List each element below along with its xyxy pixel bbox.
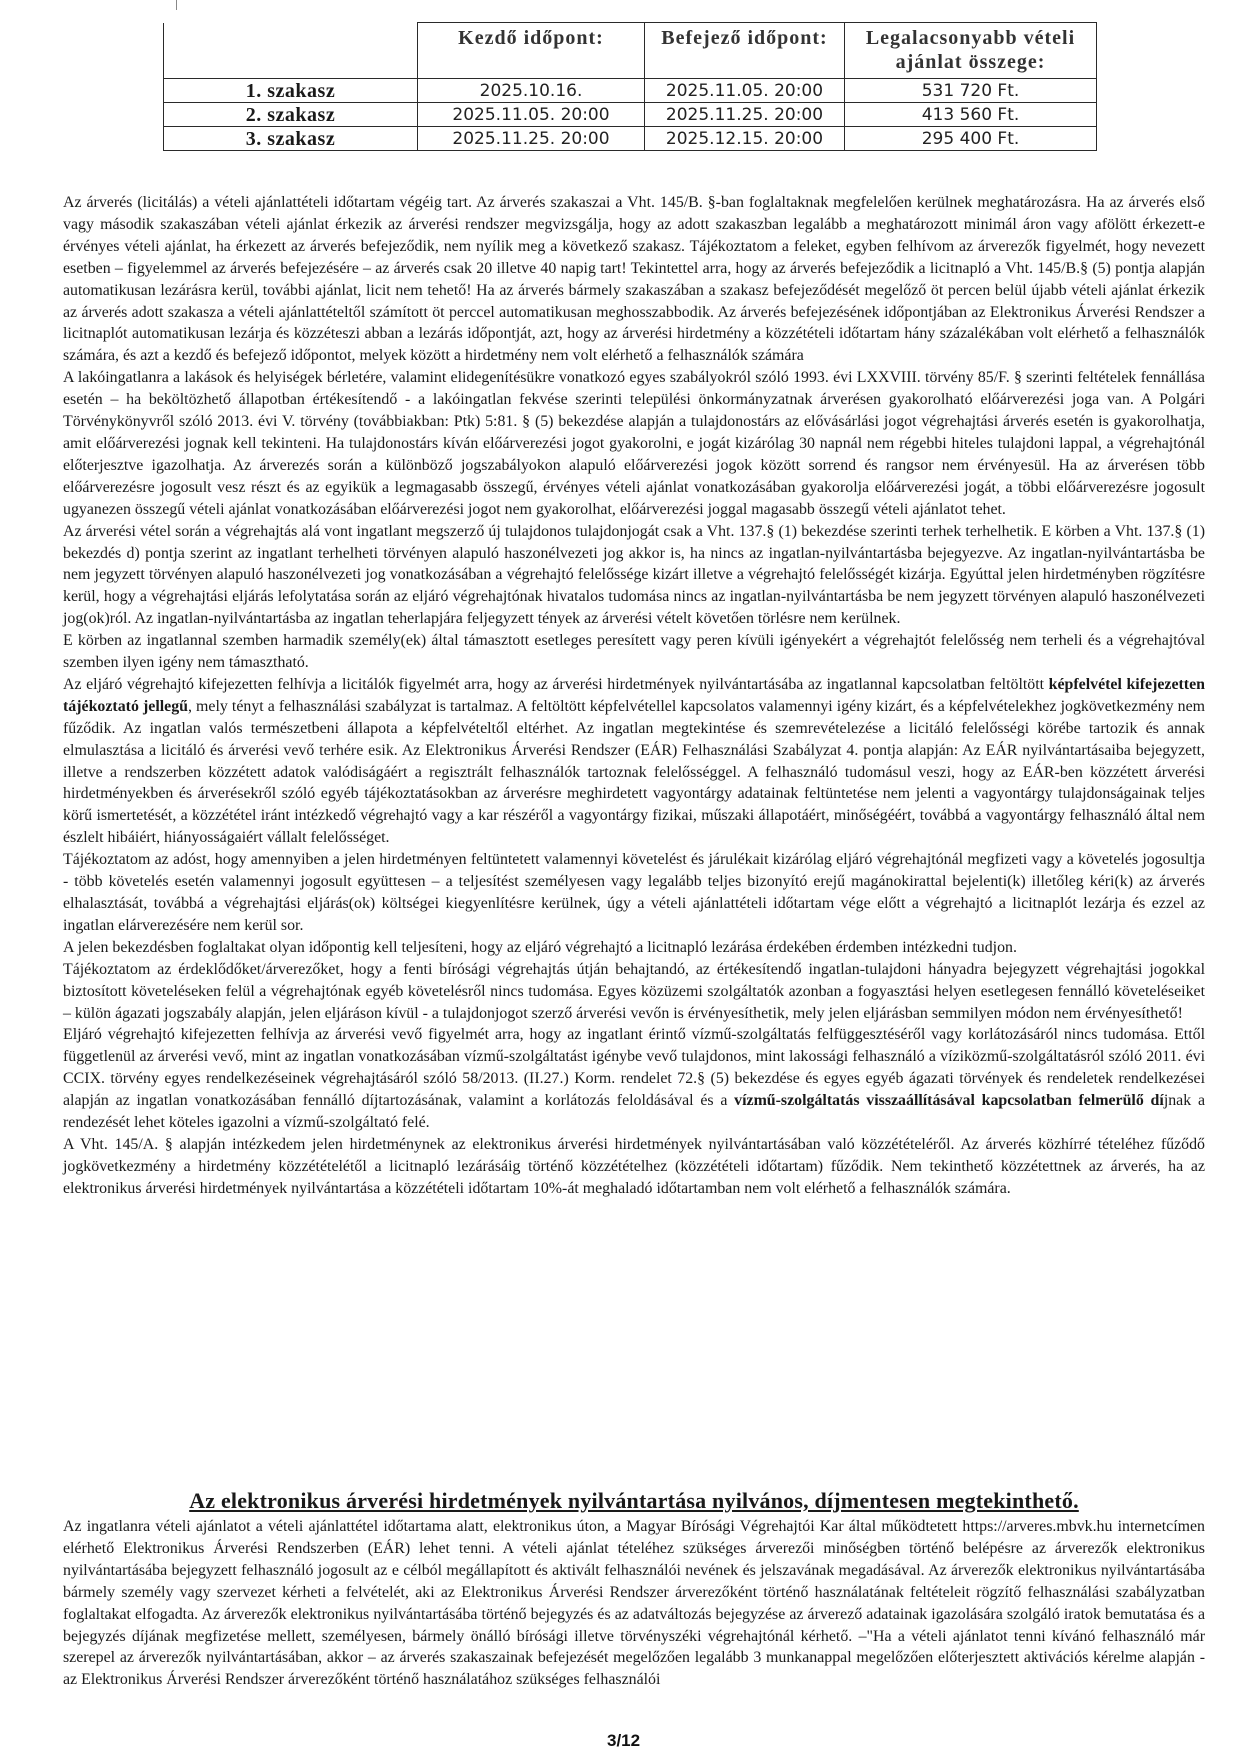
- phase-cell: 1. szakasz: [164, 79, 418, 103]
- paragraph-publication: A Vht. 145/A. § alapján intézkedem jelen hirdetménynek az elektronikus árverési hirdetmények nyilvántartásában való közzétételéről. Az árverés közhírré tételéhez fűződő jogkövetkezmény a hirdetmény közzétételétől a licitnapló lezárásáig történő közzétételhez (közzétételi időtartam) fűződik. Nem tekinthető közzétettnek az árverés, ha az elektronikus árverési hirdetmények nyilvántartása a közzétételi időtartam 10%-át meghaladó időtartamban nem volt elérhető a felhasználók számára.: [63, 1135, 1205, 1197]
- start-cell: 2025.11.05. 20:00: [418, 103, 645, 127]
- page-number: 3/12: [607, 1731, 641, 1750]
- min-bid-cell: 413 560 Ft.: [845, 103, 1097, 127]
- min-bid-cell: 295 400 Ft.: [845, 127, 1097, 151]
- paragraph-bidding-instructions: Az ingatlanra vételi ajánlatot a vételi ajánlattétel időtartama alatt, elektronikus úton, a Magyar Bírósági Végrehajtói Kar által működtetett https://arveres.mbvk.hu internetcímen elérhető Elektronikus Árverési Rendszerben (EÁR) lehet tenni. A vételi ajánlat tételéhez szükséges árverezői minőségben történő belépésre az árverezők elektronikus nyilvántartásába bejegyzett felhasználó jogosult az e célból megállapított és aktivált felhasználói nevének és jelszavának megadásával. Az árverezők elektronikus nyilvántartásába bármely személy vagy szervezet kérheti a felvételét, aki az Elektronikus Árverési Rendszer árverezőként történő használatának feltételeit rögzítő felhasználási szabályzatban foglaltakat elfogadta. Az árverezők elektronikus nyilvántartásába történő bejegyzés és az adatváltozás bejegyzése az árverező adatainak igazolására szolgáló iratok bemutatása és a bejegyzés díjának megfizetése mellett, személyesen, bármely önálló bírósági illetve törvényszéki végrehajtónál kérhető. –"Ha a vételi ajánlatot tenni kívánó felhasználó már szerepel az árverezők nyilvántartásában, akkor – az árverés szakaszainak befejezését megelőzően legalább 3 munkanappal megelőzően előterjesztett aktivációs kérelme alapján - az Elektronikus Árverési Rendszer árverezőként történő használatához szükséges felhasználói: [63, 1518, 1205, 1689]
- min-bid-cell: 531 720 Ft.: [845, 79, 1097, 103]
- table-row: [164, 127, 1097, 151]
- end-cell: 2025.12.15. 20:00: [645, 127, 845, 151]
- table-row: [164, 79, 1097, 103]
- paragraph-utility-claims: Tájékoztatom az érdeklődőket/árverezőket, hogy a fenti bírósági végrehajtás útján behajtandó, az értékesítendő ingatlan-tulajdoni hányadra bejegyzett végrehajtási jogokkal biztosított követeléseken felül a végrehajtónak egyéb követelésről nincs tudomása. Egyes közüzemi szolgáltatók azonban a fogyasztási helyen esetlegesen fennálló követeléseiket – külön ágazati jogszabály alapján, jelen eljáráson kívül - a tulajdonjogot szerző árverési vevőn is érvényesíthetik, mely jelen eljárásban semmilyen módon nem érvényesíthető!: [63, 960, 1205, 1022]
- start-cell: 2025.10.16.: [418, 79, 645, 103]
- header-cell-start: Kezdő időpont:: [418, 23, 645, 79]
- phase-cell: 2. szakasz: [164, 103, 418, 127]
- paragraph-preemption-rights: A lakóingatlanra a lakások és helyiségek bérletére, valamint elidegenítésükre vonatkozó egyes szabályokról szóló 1993. évi LXXVIII. törvény 85/F. § szerinti feltételek fennállása esetén – ha beköltözhető állapotban értékesítendő - a lakóingatlan fekvése szerinti települési önkormányzatnak árverésen gyakorolható előárverezési joga van. A Polgári Törvénykönyvről szóló 2013. évi V. törvény (továbbiakban: Ptk) 5:81. § (5) bekezdése alapján a tulajdonostárs az elővásárlási jogot végrehajtási árverés esetén is gyakorolhatja, amit előárverezési jognak kell tekinteni. Ha tulajdonostárs kíván előárverezési jogot gyakorolni, e jogát kizárólag 30 napnál nem régebbi hiteles tulajdoni lappal, a végrehajtónál előterjesztve igazolhatja. Az árverezés során a különböző jogszabályokon alapuló előárverezési jogok között sorrend és rangsor nem érvényesül. Ha az árverésen több előárverezésre jogosult vesz részt és az egyikük a legmagasabb összegű, érvényes vételi ajánlat vonatkozásában gyakorolja előárverezési jogát, a többi előárverezésre jogosult ugyanezen összegű vételi ajánlat vonatkozásában előárverezési jogot nem gyakorolhat, előárverezési joggal magasabb összegű vételi ajánlatot tehet.: [63, 369, 1205, 518]
- paragraph-bold-text: képfelvétel kifejezetten tájékoztató jellegű: [63, 675, 1205, 715]
- header-cell-min-bid: Legalacsonyabb vételi ajánlat összege:: [845, 23, 1097, 79]
- header-cell-blank: [164, 23, 418, 79]
- section-heading: Az elektronikus árverési hirdetmények nyilvántartása nyilvános, díjmentesen megtekinthető.: [189, 1488, 1079, 1513]
- paragraph-image-disclaimer: [63, 674, 1205, 849]
- paragraph-text: , mely tényt a felhasználási szabályzat is tartalmaz. A feltöltött képfelvétellel kapcsolatos valamennyi igény kizárt, és a képfelvételekhez jogkövetkezmény nem fűződik. Az ingatlan valós természetbeni állapota a képfelvételtől eltérhet. Az ingatlan megtekintése és szemrevételezése a licitáló felelősségi körébe tartozik és annak elmulasztása a licitáló és árverési vevő terhére esik. Az Elektronikus Árverési Rendszer (EÁR) Felhasználási Szabályzat 4. pontja alapján: Az EÁR nyilvántartásaiba bejegyzett, illetve a rendszerben közzétett adatok valódiságáért a regisztrált felhasználók tartoznak felelősséggel. A felhasználó tudomásul veszi, hogy az EÁR-ben közzétett árverési hirdetményekben és árverésekről szóló egyéb tájékoztatásokban az árverésre meghirdetett vagyontárgy adatainak feltüntetése nem jelenti a vagyontárgy tulajdonságainak teljes körű ismertetését, a közzététel iránt intézkedő végrehajtó vagy a kar részéről a vagyontárgy fizikai, műszaki állapotáért, minőségéért, továbbá a vagyontárgy felhasználó által nem észlelt hibáiért, hiányosságaiért vállalt felelősséget.: [63, 697, 1206, 847]
- auction-schedule-table: [163, 22, 1097, 151]
- paragraph-text: Az eljáró végrehajtó kifejezetten felhívja a licitálók figyelmét arra, hogy az árverési hirdetmények nyilvántartásába az ingatlannal kapcsolatban feltöltött: [63, 675, 1049, 693]
- paragraph-bold-text: vízmű-szolgáltatás visszaállításával kapcsolatban felmerülő dí: [734, 1092, 1164, 1110]
- table-row: [164, 103, 1097, 127]
- header-cell-end: Befejező időpont:: [645, 23, 845, 79]
- notice-body: [63, 192, 1205, 1200]
- end-cell: 2025.11.05. 20:00: [645, 79, 845, 103]
- end-cell: 2025.11.25. 20:00: [645, 103, 845, 127]
- paragraph-third-party-claims: E körben az ingatlannal szemben harmadik személy(ek) által támasztott esetleges peresített vagy peren kívüli igényekért a végrehajtót felelősség nem terheli és a végrehajtóval szemben ilyen igény nem támasztható.: [63, 632, 1205, 672]
- phase-cell: 3. szakasz: [164, 127, 418, 151]
- paragraph-water-utility: [63, 1024, 1205, 1134]
- scan-mark: [176, 0, 177, 10]
- paragraph-text: jnak a rendezését lehet köteles igazolni a vízmű-szolgáltató felé.: [63, 1092, 1205, 1132]
- table-header-row: [164, 23, 1097, 79]
- registry-body: [63, 1516, 1205, 1691]
- start-cell: 2025.11.25. 20:00: [418, 127, 645, 151]
- paragraph-deadline: A jelen bekezdésben foglaltakat olyan időpontig kell teljesíteni, hogy az eljáró végrehajtó a licitnapló lezárása érdekében érdemben intézkedni tudjon.: [63, 938, 1017, 956]
- paragraph-auction-duration: Az árverés (licitálás) a vételi ajánlattételi időtartam végéig tart. Az árverés szakaszai a Vht. 145/B. §-ban foglaltaknak megfelelően kerülnek meghatározásra. Ha az árverés első vagy második szakaszában vételi ajánlat érkezik az árverési rendszer megvizsgálja, hogy az adott szakaszban legalább a meghatározott minimál áron vagy afölött érkezett-e érvényes vételi ajánlat, ha érkezett az árverés befejeződik, nem nyílik meg a következő szakasz. Tájékoztatom a feleket, egyben felhívom az árverezők figyelmét, hogy nevezett esetben – figyelemmel az árverés befejezésére – az árverés csak 20 illetve 40 napig tart! Tekintettel arra, hogy az árverés befejeződik a licitnapló a Vht. 145/B.§ (5) pontja alapján automatikusan lezárásra kerül, további ajánlat, licit nem tehető! Ha az árverés bármely szakaszában a szakasz befejeződését megelőző öt percen belül újabb vételi ajánlat érkezik az árverés adott szakasza a vételi ajánlattételtől számított öt perccel automatikusan meghosszabbodik. Az árverés befejezésének időpontjában az Elektronikus Árverési Rendszer a licitnaplót automatikusan lezárja és közzéteszi abban a lezárás időpontját, azt, hogy az árverési hirdetmény a közzétételi időtartam hány százalékában volt elérhető a felhasználók számára, és azt a kezdő és befejező időpontot, melyek között a hirdetmény nem volt elérhető a felhasználók számára: [63, 194, 1205, 365]
- paragraph-encumbrances: Az árverési vétel során a végrehajtás alá vont ingatlant megszerző új tulajdonos tulajdonjogát csak a Vht. 137.§ (1) bekezdése szerinti terhek terhelhetik. E körben a Vht. 137.§ (1) bekezdés d) pontja szerint az ingatlant terhelheti törvényen alapuló haszonélvezeti jog akkor is, ha nincs az ingatlan-nyilvántartásba bejegyezve. Az ingatlan-nyilvántartásba be nem jegyzett törvényen alapuló haszonélvezeti jog vonatkozásában a végrehajtó felelőssége kizárt illetve a végrehajtó felelősségét kizárja. Egyúttal jelen hirdetményben rögzítésre kerül, hogy a végrehajtási eljárás lefolytatása során az eljáró végrehajtónak hivatalos tudomása nincs az ingatlan-nyilvántartásba be nem jegyzett törvényen alapuló haszonélvezeti jog(ok)ról. Az ingatlan-nyilvántartásba az ingatlan teherlapjára feljegyzett tények az árverési vételt követően törlésre nem kerülnek.: [63, 522, 1205, 628]
- paragraph-debtor-notice: Tájékoztatom az adóst, hogy amennyiben a jelen hirdetményen feltüntetett valamennyi követelést és járulékait kizárólag eljáró végrehajtónál megfizeti vagy a követelés jogosultja - több követelés esetén valamennyi jogosult együttesen – a teljesítést személyesen vagy legalább teljes bizonyító erejű magánokirattal bejelenti(k) illetőleg kéri(k) az árverés elhalasztását, továbbá a végrehajtási eljárás(ok) költségei kiegyenlítésre kerülnek, úgy a vételi ajánlattételi időtartam vége előtt a végrehajtó a licitnaplót lezárja és ezzel az ingatlan elárverezésére nem kerül sor.: [63, 851, 1205, 934]
- paragraph-text: Eljáró végrehajtó kifejezetten felhívja az árverési vevő figyelmét arra, hogy az ingatlant érintő vízmű-szolgáltatás felfüggesztéséről vagy korlátozásáról nincs tudomása. Ettől függetlenül az árverési vevő, mint az ingatlan vonatkozásában vízmű-szolgáltatást igénybe vevő tulajdonos, mint lakossági felhasználó a víziközmű-szolgáltatásról szóló 2011. évi CCIX. törvény egyes rendelkezéseinek végrehajtásáról szóló 58/2013. (II.27.) Korm. rendelet 72.§ (5) bekezdése és egyes egyéb ágazati törvények és rendeletek rendelkezései alapján az ingatlan vonatkozásában fennálló díjtartozásának, valamint a korlátozás feloldásával és a: [63, 1026, 1205, 1110]
